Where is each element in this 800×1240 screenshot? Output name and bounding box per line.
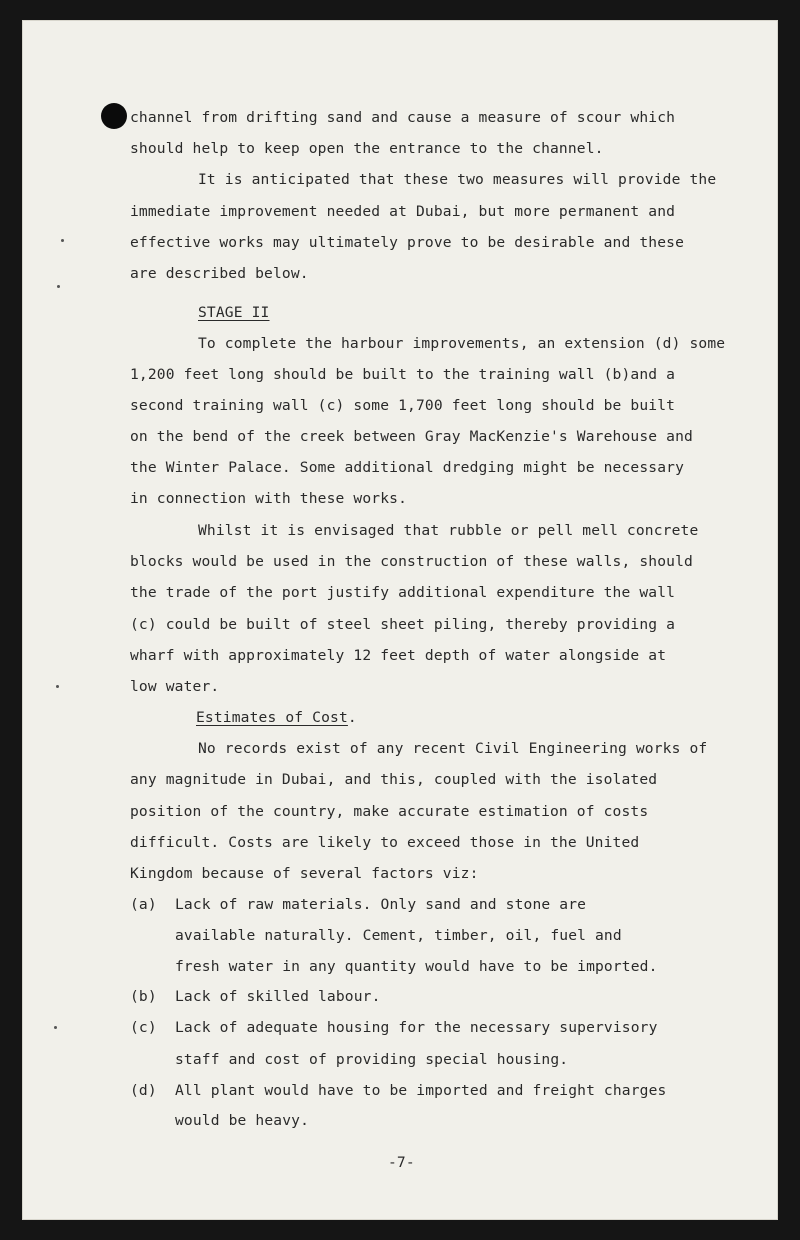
text-line: should help to keep open the entrance to the channel.	[130, 140, 604, 157]
heading-period: .	[347, 709, 357, 726]
text-line: wharf with approximately 12 feet depth of water alongside at	[130, 647, 667, 664]
list-item-text: Lack of adequate housing for the necessary supervisory	[175, 1019, 658, 1036]
text-line: are described below.	[130, 265, 309, 282]
list-marker: (d)	[130, 1082, 157, 1099]
text-line: low water.	[130, 678, 220, 695]
list-item-text: All plant would have to be imported and freight charges	[175, 1082, 667, 1099]
list-item-text: Lack of raw materials. Only sand and stone are	[175, 896, 587, 913]
list-item-text: fresh water in any quantity would have to be imported.	[175, 958, 658, 975]
punch-hole	[101, 103, 127, 129]
list-item-text: Lack of skilled labour.	[175, 988, 381, 1005]
text-line: (c) could be built of steel sheet piling, thereby providing a	[130, 616, 676, 633]
list-item-text: available naturally. Cement, timber, oil, fuel and	[175, 927, 622, 944]
text-line: 1,200 feet long should be built to the training wall (b)and a	[130, 366, 676, 383]
text-line: It is anticipated that these two measures will provide the	[198, 171, 717, 188]
text-line: in connection with these works.	[130, 490, 408, 507]
list-item-text: would be heavy.	[175, 1112, 310, 1129]
text-line: difficult. Costs are likely to exceed those in the United	[130, 834, 640, 851]
speck	[61, 239, 64, 242]
text-line: Whilst it is envisaged that rubble or pell mell concrete	[198, 522, 699, 539]
page-number: -7-	[388, 1154, 415, 1171]
text-line: immediate improvement needed at Dubai, but more permanent and	[130, 203, 676, 220]
list-marker: (c)	[130, 1019, 157, 1036]
text-line: To complete the harbour improvements, an extension (d) some	[198, 335, 726, 352]
text-line: No records exist of any recent Civil Engineering works of	[198, 740, 708, 757]
text-line: any magnitude in Dubai, and this, coupled with the isolated	[130, 771, 658, 788]
text-line: the Winter Palace. Some additional dredging might be necessary	[130, 459, 685, 476]
list-marker: (a)	[130, 896, 157, 913]
text-line: on the bend of the creek between Gray MacKenzie's Warehouse and	[130, 428, 693, 445]
text-line: Kingdom because of several factors viz:	[130, 865, 479, 882]
list-item-text: staff and cost of providing special housing.	[175, 1051, 569, 1068]
text-line: blocks would be used in the construction of these walls, should	[130, 553, 693, 570]
section-heading-estimates-text: Estimates of Cost	[196, 709, 348, 726]
speck	[54, 1026, 57, 1029]
text-line: effective works may ultimately prove to be desirable and these	[130, 234, 685, 251]
text-line: position of the country, make accurate estimation of costs	[130, 803, 649, 820]
text-line: second training wall (c) some 1,700 feet long should be built	[130, 397, 676, 414]
list-marker: (b)	[130, 988, 157, 1005]
speck	[56, 685, 59, 688]
section-heading-estimates	[196, 710, 357, 726]
speck	[57, 285, 60, 288]
text-line: channel from drifting sand and cause a measure of scour which	[130, 109, 676, 126]
text-line: the trade of the port justify additional expenditure the wall	[130, 584, 676, 601]
section-heading-stage-ii: STAGE II	[198, 304, 270, 321]
